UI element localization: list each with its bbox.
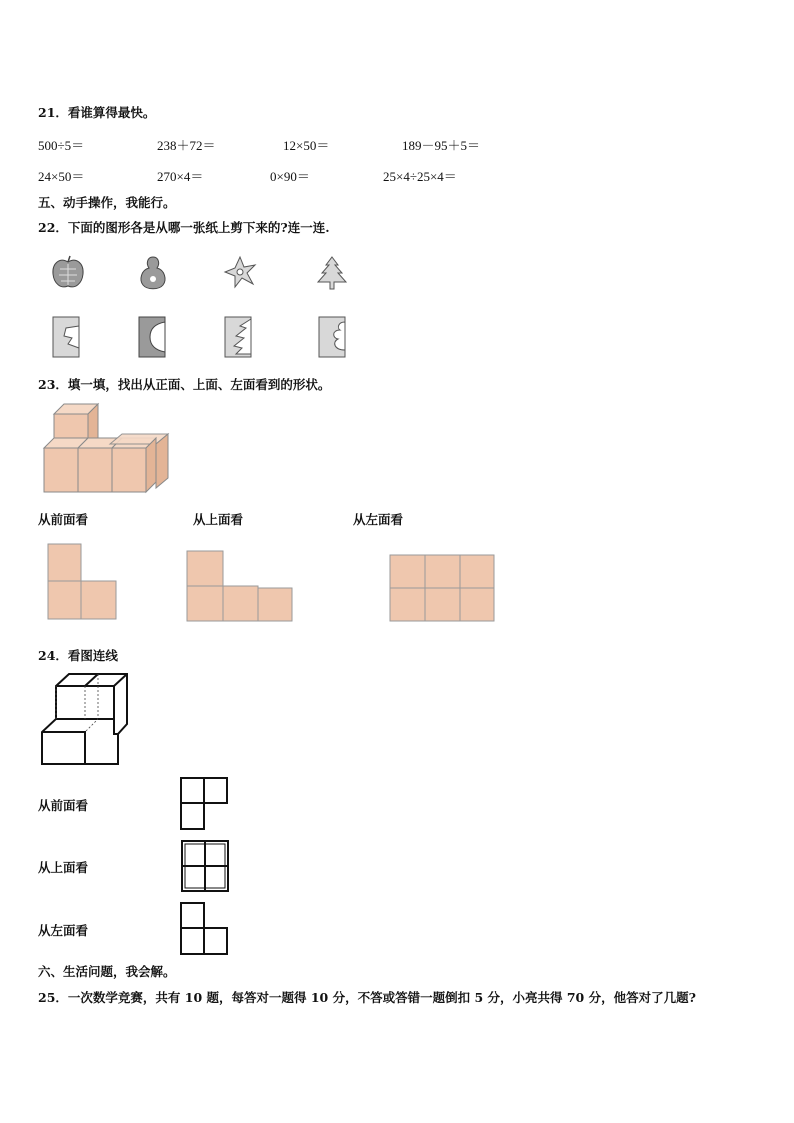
q24-title: 24．看图连线 — [38, 648, 118, 663]
q21-expr-8: 25×4÷25×4＝ — [383, 169, 457, 184]
q23-view-label-front: 从前面看 — [38, 512, 89, 527]
q21-expr-7: 0×90＝ — [270, 169, 310, 184]
flower-icon[interactable] — [222, 255, 258, 289]
q23-left-view-grid[interactable] — [389, 554, 497, 622]
paper-cut-2[interactable] — [138, 316, 166, 358]
paper-cut-3[interactable] — [224, 316, 252, 358]
q21-expr-4: 189－95＋5＝ — [402, 138, 481, 153]
q23-view-label-left: 从左面看 — [353, 512, 404, 527]
q24-view-label-left: 从左面看 — [38, 923, 89, 938]
q21-expr-3: 12×50＝ — [283, 138, 330, 153]
gourd-icon[interactable] — [138, 255, 168, 291]
q23-front-view-grid[interactable] — [47, 543, 119, 621]
q23-top-view-grid[interactable] — [186, 550, 294, 622]
q21-title: 21．看谁算得最快。 — [38, 105, 156, 120]
q24-view-label-top: 从上面看 — [38, 860, 89, 875]
q21-expr-5: 24×50＝ — [38, 169, 85, 184]
paper-cut-4[interactable] — [318, 316, 346, 358]
apple-icon[interactable] — [50, 255, 86, 291]
section-6-heading: 六、生活问题，我会解。 — [38, 964, 176, 979]
paper-cut-1[interactable] — [52, 316, 80, 358]
q23-view-label-top: 从上面看 — [193, 512, 244, 527]
tree-icon[interactable] — [316, 255, 348, 291]
q25-title: 25．一次数学竞赛，共有 10 题，每答对一题得 10 分，不答或答错一题倒扣 5 分，小亮共得 70 分，他答对了几题? — [38, 990, 696, 1005]
q24-option-front[interactable] — [180, 777, 230, 831]
q24-cube-figure — [38, 672, 134, 768]
q23-title: 23．填一填，找出从正面、上面、左面看到的形状。 — [38, 377, 331, 392]
q21-expr-1: 500÷5＝ — [38, 138, 85, 153]
q21-expr-2: 238＋72＝ — [157, 138, 216, 153]
q24-option-top[interactable] — [180, 839, 230, 893]
section-5-heading: 五、动手操作，我能行。 — [38, 195, 176, 210]
q21-expr-6: 270×4＝ — [157, 169, 204, 184]
q24-view-label-front: 从前面看 — [38, 798, 89, 813]
q24-option-left[interactable] — [180, 902, 230, 956]
cube-stack-figure — [40, 402, 175, 498]
q22-title: 22．下面的图形各是从哪一张纸上剪下来的?连一连. — [38, 220, 330, 235]
